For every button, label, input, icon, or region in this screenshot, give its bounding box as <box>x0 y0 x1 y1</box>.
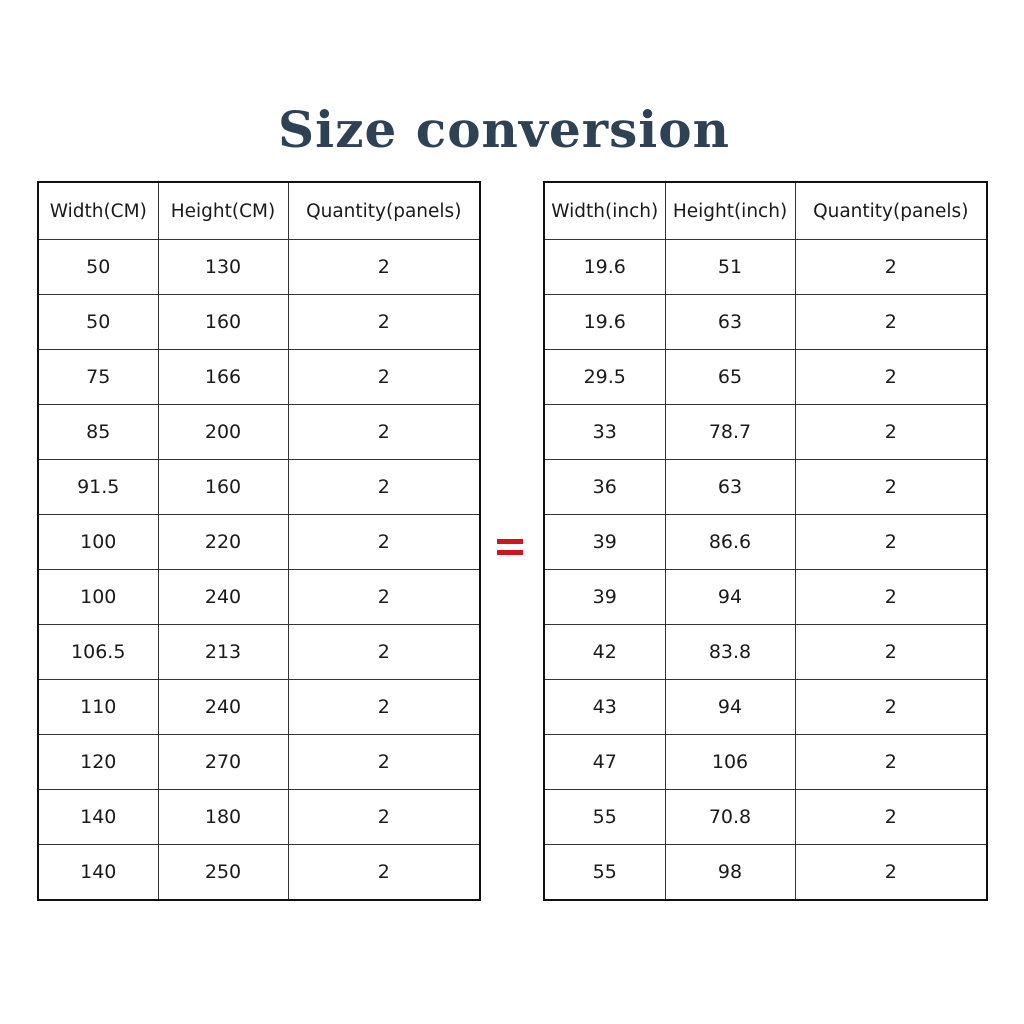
width-cell: 19.6 <box>544 240 665 295</box>
height-cell: 78.7 <box>665 405 795 460</box>
table-header-row <box>38 182 480 240</box>
height-cell: 160 <box>158 460 288 515</box>
header-quantity: Quantity(panels) <box>795 182 987 240</box>
quantity-cell: 2 <box>288 515 480 570</box>
quantity-cell: 2 <box>795 515 987 570</box>
height-cell: 70.8 <box>665 790 795 845</box>
width-cell: 140 <box>38 845 158 901</box>
width-cell: 39 <box>544 515 665 570</box>
table-row <box>544 680 987 735</box>
width-cell: 47 <box>544 735 665 790</box>
table-row <box>544 570 987 625</box>
width-cell: 140 <box>38 790 158 845</box>
quantity-cell: 2 <box>795 735 987 790</box>
header-quantity: Quantity(panels) <box>288 182 480 240</box>
width-cell: 120 <box>38 735 158 790</box>
quantity-cell: 2 <box>795 845 987 901</box>
equals-sign <box>497 536 523 558</box>
quantity-cell: 2 <box>288 735 480 790</box>
quantity-cell: 2 <box>795 295 987 350</box>
height-cell: 240 <box>158 570 288 625</box>
width-cell: 100 <box>38 515 158 570</box>
width-cell: 50 <box>38 240 158 295</box>
width-cell: 110 <box>38 680 158 735</box>
width-cell: 106.5 <box>38 625 158 680</box>
cm-table-body <box>38 240 480 901</box>
height-cell: 270 <box>158 735 288 790</box>
table-row <box>544 625 987 680</box>
quantity-cell: 2 <box>288 405 480 460</box>
quantity-cell: 2 <box>288 680 480 735</box>
quantity-cell: 2 <box>288 240 480 295</box>
width-cell: 36 <box>544 460 665 515</box>
height-cell: 200 <box>158 405 288 460</box>
height-cell: 220 <box>158 515 288 570</box>
table-row <box>38 625 480 680</box>
table-row <box>38 680 480 735</box>
height-cell: 106 <box>665 735 795 790</box>
table-row <box>544 295 987 350</box>
height-cell: 63 <box>665 460 795 515</box>
quantity-cell: 2 <box>795 350 987 405</box>
table-row <box>38 790 480 845</box>
width-cell: 85 <box>38 405 158 460</box>
width-cell: 39 <box>544 570 665 625</box>
width-cell: 42 <box>544 625 665 680</box>
quantity-cell: 2 <box>795 240 987 295</box>
table-row <box>544 240 987 295</box>
table-row <box>544 460 987 515</box>
quantity-cell: 2 <box>288 295 480 350</box>
quantity-cell: 2 <box>795 460 987 515</box>
height-cell: 130 <box>158 240 288 295</box>
width-cell: 55 <box>544 790 665 845</box>
table-row <box>544 845 987 901</box>
quantity-cell: 2 <box>795 625 987 680</box>
width-cell: 75 <box>38 350 158 405</box>
width-cell: 55 <box>544 845 665 901</box>
quantity-cell: 2 <box>288 460 480 515</box>
quantity-cell: 2 <box>288 790 480 845</box>
height-cell: 86.6 <box>665 515 795 570</box>
height-cell: 160 <box>158 295 288 350</box>
quantity-cell: 2 <box>288 570 480 625</box>
header-height-cm: Height(CM) <box>158 182 288 240</box>
height-cell: 65 <box>665 350 795 405</box>
height-cell: 98 <box>665 845 795 901</box>
table-row <box>544 790 987 845</box>
table-row <box>38 460 480 515</box>
height-cell: 240 <box>158 680 288 735</box>
table-row <box>38 240 480 295</box>
height-cell: 180 <box>158 790 288 845</box>
header-width-inch: Width(inch) <box>544 182 665 240</box>
width-cell: 33 <box>544 405 665 460</box>
inch-table-body <box>544 240 987 901</box>
quantity-cell: 2 <box>795 680 987 735</box>
table-row <box>38 350 480 405</box>
table-row <box>38 405 480 460</box>
width-cell: 50 <box>38 295 158 350</box>
height-cell: 83.8 <box>665 625 795 680</box>
table-row <box>38 295 480 350</box>
equals-bar-bottom <box>497 550 523 555</box>
table-row <box>38 570 480 625</box>
table-row <box>544 405 987 460</box>
quantity-cell: 2 <box>288 625 480 680</box>
page-title: Size conversion <box>278 100 730 159</box>
quantity-cell: 2 <box>795 790 987 845</box>
height-cell: 94 <box>665 680 795 735</box>
quantity-cell: 2 <box>288 845 480 901</box>
header-height-inch: Height(inch) <box>665 182 795 240</box>
width-cell: 43 <box>544 680 665 735</box>
height-cell: 63 <box>665 295 795 350</box>
table-row <box>544 350 987 405</box>
cm-size-table <box>37 181 481 901</box>
height-cell: 51 <box>665 240 795 295</box>
quantity-cell: 2 <box>795 405 987 460</box>
width-cell: 100 <box>38 570 158 625</box>
table-row <box>38 735 480 790</box>
quantity-cell: 2 <box>288 350 480 405</box>
height-cell: 250 <box>158 845 288 901</box>
header-width-cm: Width(CM) <box>38 182 158 240</box>
table-row <box>544 735 987 790</box>
table-row <box>544 515 987 570</box>
table-row <box>38 845 480 901</box>
quantity-cell: 2 <box>795 570 987 625</box>
table-row <box>38 515 480 570</box>
height-cell: 166 <box>158 350 288 405</box>
height-cell: 213 <box>158 625 288 680</box>
table-header-row <box>544 182 987 240</box>
inch-size-table <box>543 181 988 901</box>
height-cell: 94 <box>665 570 795 625</box>
width-cell: 91.5 <box>38 460 158 515</box>
width-cell: 19.6 <box>544 295 665 350</box>
equals-bar-top <box>497 539 523 544</box>
width-cell: 29.5 <box>544 350 665 405</box>
